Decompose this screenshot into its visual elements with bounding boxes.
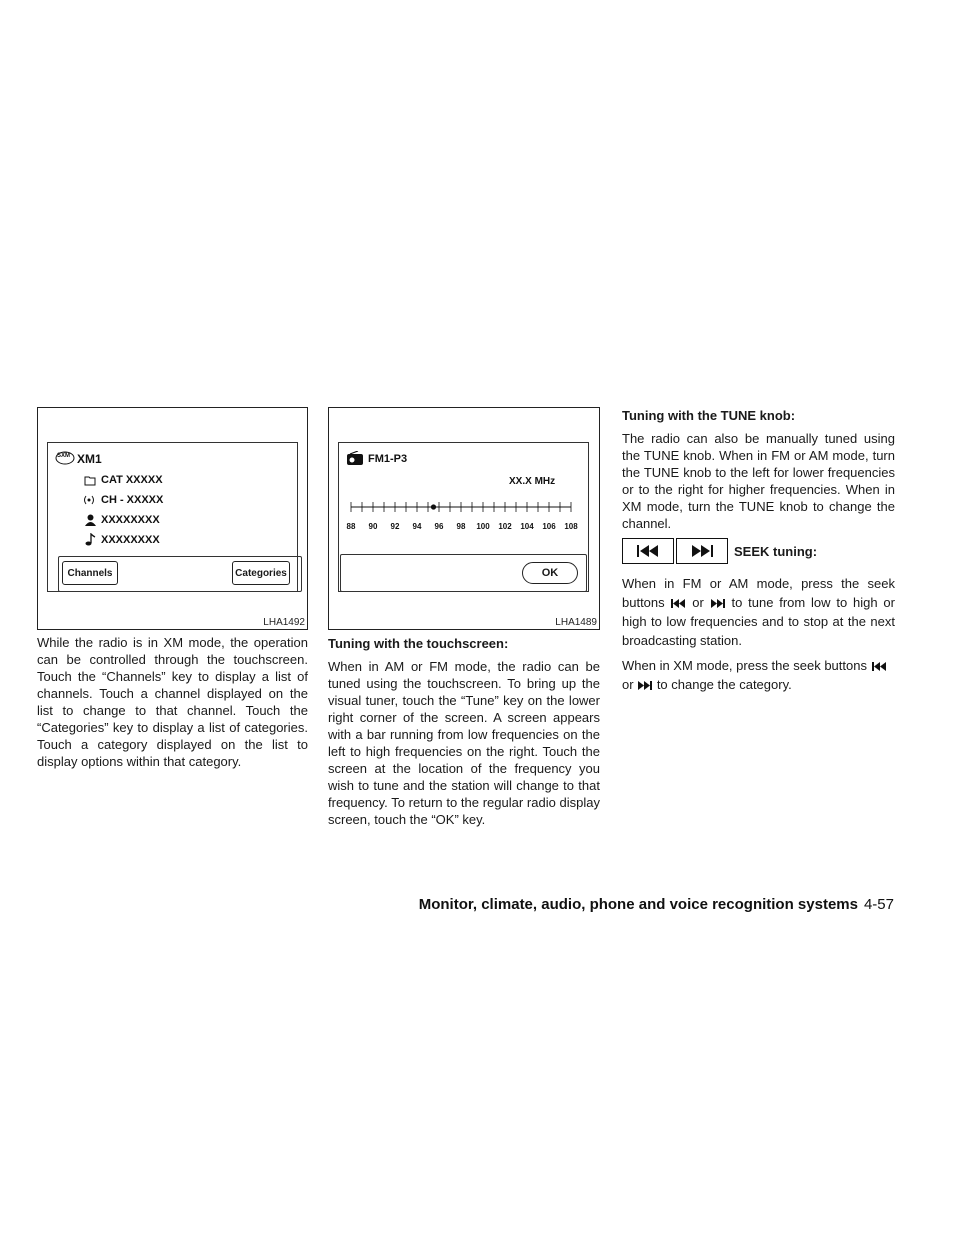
sxm-badge: SXM — [57, 453, 71, 459]
fm-screen — [338, 442, 589, 592]
radio-icon — [346, 451, 364, 466]
column-2 — [328, 635, 600, 834]
scale-label: 90 — [368, 522, 378, 531]
figure-caption: LHA1489 — [555, 617, 597, 628]
seek-fm-text-c: to tune from low to high or high to low frequencies and to stop at the next broadcasting station. — [622, 595, 895, 648]
scale-label: 104 — [520, 522, 534, 531]
scale-label: 92 — [390, 522, 400, 531]
row-category: CAT XXXXX — [101, 474, 163, 486]
scale-label: 88 — [346, 522, 356, 531]
touchscreen-heading: Tuning with the touchscreen: — [328, 636, 509, 651]
column-3 — [622, 407, 895, 700]
page-footer — [419, 896, 894, 913]
figure-caption: LHA1492 — [263, 617, 305, 628]
seek-fm-text-b: or — [692, 595, 704, 610]
seek-back-icon — [871, 662, 887, 672]
seek-fm-paragraph — [622, 574, 895, 650]
scale-label: 106 — [542, 522, 556, 531]
xm-screen — [47, 442, 298, 592]
seek-forward-icon — [637, 681, 653, 691]
fm-header: FM1-P3 — [368, 453, 408, 465]
ok-button[interactable]: OK — [522, 562, 578, 584]
section-title: Monitor, climate, audio, phone and voice recognition systems — [418, 896, 858, 913]
seek-xm-text-a: When in XM mode, press the seek buttons — [622, 658, 867, 673]
figure-xm-screen — [37, 407, 308, 630]
categories-button[interactable]: Categories — [232, 561, 290, 585]
category-folder-icon — [84, 474, 96, 486]
artist-person-icon — [85, 514, 96, 526]
song-note-icon — [85, 533, 96, 546]
scale-label: 108 — [564, 522, 578, 531]
seek-forward-button-icon — [676, 538, 728, 564]
seek-heading-row — [622, 538, 895, 564]
seek-xm-text-c: to change the category. — [656, 677, 792, 692]
touchscreen-paragraph: When in AM or FM mode, the radio can be tuned using the touchscreen. To bring up the visual tuner, touch the “Tune” key on the lower right corner of the screen. A screen appears with a bar running from low frequencies on the left to high frequencies on the right. Touch the screen at the location of the frequency you wish to tune and the station will change to that frequency. To return to the regular radio display screen, touch the “OK” key. — [328, 659, 600, 827]
scale-label: 98 — [456, 522, 466, 531]
xm-header: XM1 — [77, 452, 102, 466]
column-1 — [37, 634, 308, 776]
row-song: XXXXXXXX — [101, 534, 160, 546]
tune-knob-heading: Tuning with the TUNE knob: — [622, 408, 796, 423]
seek-back-icon — [670, 599, 686, 609]
channel-signal-icon — [82, 494, 96, 506]
row-channel: CH - XXXXX — [101, 494, 164, 506]
xm-touchscreen-paragraph: While the radio is in XM mode, the operation can be controlled through the touchscreen. Touch the “Channels” key to display a list of channels. Touch a channel displayed on the list to change to that channel. Touch the “Categories” key to display a list of categories. Touch a category displayed on the list to display options within that category. — [37, 635, 308, 769]
frequency-readout: XX.X MHz — [509, 476, 556, 487]
figure-fm-tuner — [328, 407, 600, 630]
seek-back-button-icon — [622, 538, 674, 564]
scale-label: 100 — [476, 522, 490, 531]
scale-label: 94 — [412, 522, 422, 531]
row-artist: XXXXXXXX — [101, 514, 160, 526]
tuner-scale[interactable] — [345, 495, 585, 537]
frequency-marker — [431, 504, 436, 509]
scale-label: 96 — [434, 522, 444, 531]
seek-fm-text-a: When in FM or AM mode, press the seek buttons — [622, 576, 895, 610]
tune-knob-paragraph: The radio can also be manually tuned using the TUNE knob. When in FM or AM mode, turn the TUNE knob to the left for lower frequencies or to the right for higher frequencies. When in XM mode, turn the TUNE knob to change the channel. — [622, 431, 895, 531]
seek-xm-paragraph — [622, 656, 895, 694]
page-number: 4-57 — [863, 896, 894, 913]
seek-heading: SEEK tuning: — [734, 543, 818, 559]
seek-forward-icon — [710, 599, 726, 609]
scale-label: 102 — [498, 522, 512, 531]
channels-button[interactable]: Channels — [62, 561, 118, 585]
seek-xm-text-b: or — [622, 677, 634, 692]
